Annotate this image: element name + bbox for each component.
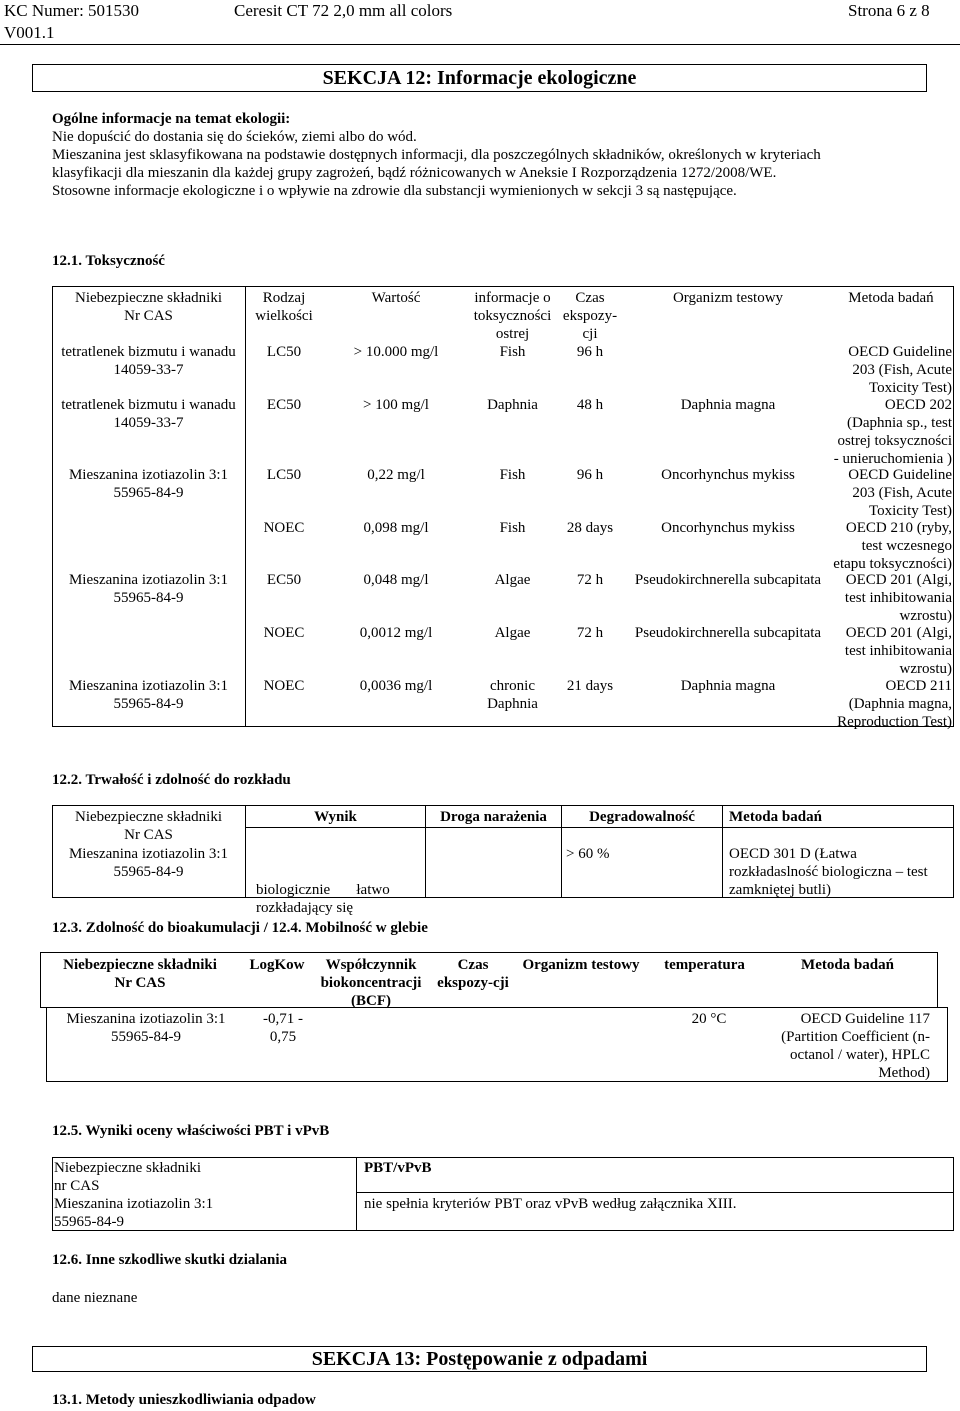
tox-header-organism: Organizm testowy [672,290,784,306]
tox-row-type: EC50 [266,397,302,413]
bio-header-method: Metoda badań [801,957,894,973]
general-line: Stosowne informacje ekologiczne i o wpływie na zdrowie dla substancji wymienionych w sekcji 3 są następujące. [52,183,737,199]
section-12-title: SEKCJA 12: Informacje ekologiczne [322,67,637,89]
waste-methods-heading: 13.1. Metody unieszkodliwiania odpadow [52,1392,316,1408]
degradability-heading: 12.2. Trwałość i zdolność do rozkładu [52,772,291,788]
tox-row-organism: Oncorhynchus mykiss [661,467,795,483]
general-line: Mieszanina jest sklasyfikowana na podstawie dostępnych informacji, dla poszczególnych składników, określonych w kryteriach [52,147,821,163]
tox-row-component: tetratlenek bizmutu i wanadu 14059-33-7 [61,344,236,378]
bio-header-component: Niebezpieczne składniki Nr CAS [63,957,217,991]
tox-row-value: > 10.000 mg/l [353,344,439,360]
tox-row-time: 21 days [566,678,614,694]
general-heading: Ogólne informacje na temat ekologii: [52,111,291,127]
bio-header-temperature: temperatura [664,957,745,973]
tox-row-info: Fish [499,520,526,536]
tox-row-value: 0,0036 mg/l [359,678,433,694]
tox-row-value: 0,22 mg/l [367,467,425,483]
deg-header-component: Niebezpieczne składniki Nr CAS [74,809,223,843]
tox-row-component: Mieszanina izotiazolin 3:1 55965-84-9 [68,467,229,501]
section-13-title-box [32,1346,927,1372]
tox-row-value: 0,0012 mg/l [359,625,433,641]
tox-row-method: OECD 210 (ryby, test wczesnego etapu toksyczności) [833,520,952,572]
general-text [52,128,942,200]
pbt-row-value: nie spełnia kryteriów PBT oraz vPvB według załącznika XIII. [364,1196,737,1212]
tox-row-method: OECD Guideline 203 (Fish, Acute Toxicity Test) [848,467,952,519]
tox-row-type: LC50 [266,467,302,483]
tox-row-component: tetratlenek bizmutu i wanadu 14059-33-7 [61,397,236,431]
general-line: Nie dopuścić do dostania się do ścieków, ziemi albo do wód. [52,129,417,145]
tox-row-type: LC50 [266,344,302,360]
bio-row-temperature: 20 °C [691,1011,727,1027]
tox-header-info: informacje o toksyczności ostrej [473,290,552,342]
deg-header-route: Droga narażenia [440,809,547,825]
tox-row-time: 96 h [576,344,604,360]
tox-row-type: NOEC [263,678,305,694]
kc-number: KC Numer: 501530 [4,1,140,20]
bio-header-time: Czas ekspozy-cji [437,957,509,991]
bio-header-logkow: LogKow [249,957,305,973]
tox-row-organism: Daphnia magna [680,397,776,413]
general-line: klasyfikacji dla mieszanin dla każdej grupy zagrożeń, bądź różnicowanych w Aneksie I Rozporządzenia 1272/2008/WE. [52,165,777,181]
tox-row-time: 72 h [576,625,604,641]
tox-header-type: Rodzaj wielkości [255,290,313,324]
tox-row-component: Mieszanina izotiazolin 3:1 55965-84-9 [68,678,229,712]
tox-row-value: 0,098 mg/l [363,520,429,536]
tox-row-type: EC50 [266,572,302,588]
tox-row-type: NOEC [263,625,305,641]
pbt-row-component: Mieszanina izotiazolin 3:1 55965-84-9 [54,1196,214,1230]
deg-row-method: OECD 301 D (Łatwa rozkładaslność biologiczna – test zamkniętej butli) [729,846,928,898]
tox-header-time: Czas ekspozy- cji [562,290,618,342]
bio-row-method: OECD Guideline 117 (Partition Coefficient (n- octanol / water), HPLC Method) [781,1011,930,1081]
tox-row-method: OECD 201 (Algi, test inhibitowania wzrostu) [844,625,952,677]
other-effects-text: dane nieznane [52,1290,138,1306]
tox-row-info: Fish [499,344,526,360]
tox-row-time: 72 h [576,572,604,588]
tox-row-info: chronic Daphnia [487,678,538,712]
bio-header-bcf: Współczynnik biokoncentracji (BCF) [320,957,422,1009]
product-name: Ceresit CT 72 2,0 mm all colors [234,1,453,20]
tox-row-info: Fish [499,467,526,483]
deg-row-result: biologicznie łatwo rozkładający się [256,882,390,916]
tox-row-organism: Pseudokirchnerella subcapitata [634,572,822,588]
tox-row-organism: Pseudokirchnerella subcapitata [634,625,822,641]
header-divider [0,44,960,45]
tox-row-value: > 100 mg/l [363,397,429,413]
tox-row-time: 48 h [576,397,604,413]
tox-row-organism: Daphnia magna [680,678,776,694]
deg-header-degradability: Degradowalność [589,809,695,825]
bio-row-component: Mieszanina izotiazolin 3:1 55965-84-9 [66,1011,226,1045]
version-label: V001.1 [4,23,55,42]
tox-row-method: OECD 201 (Algi, test inhibitowania wzrostu) [844,572,952,624]
toxicity-heading: 12.1. Toksyczność [52,253,165,269]
tox-row-component: Mieszanina izotiazolin 3:1 55965-84-9 [68,572,229,606]
bioaccumulation-heading: 12.3. Zdolność do bioakumulacji / 12.4. Mobilność w glebie [52,920,428,936]
tox-row-info: Algae [494,572,531,588]
pbt-header-component: Niebezpieczne składniki nr CAS [54,1160,202,1194]
section-13-title: SEKCJA 13: Postępowanie z odpadami [311,1348,648,1370]
deg-header-method: Metoda badań [729,809,822,825]
tox-row-info: Algae [494,625,531,641]
pbt-header-pbt: PBT/vPvB [364,1160,432,1176]
tox-row-organism: Oncorhynchus mykiss [661,520,795,536]
tox-row-time: 28 days [566,520,614,536]
deg-row-component: Mieszanina izotiazolin 3:1 55965-84-9 [68,846,229,880]
deg-row-degradability: > 60 % [566,846,610,862]
bio-header-organism: Organizm testowy [522,957,640,973]
tox-row-type: NOEC [263,520,305,536]
page-number: Strona 6 z 8 [848,1,930,20]
tox-row-time: 96 h [576,467,604,483]
pbt-heading: 12.5. Wyniki oceny właściwości PBT i vPvB [52,1123,330,1139]
other-effects-heading: 12.6. Inne szkodliwe skutki dzialania [52,1252,288,1268]
bio-row-logkow: -0,71 - 0,75 [263,1011,303,1045]
tox-row-info: Daphnia [487,397,538,413]
section-12-title-box [32,64,927,92]
tox-row-method: OECD Guideline 203 (Fish, Acute Toxicity Test) [848,344,952,396]
deg-header-result: Wynik [314,809,357,825]
tox-header-method: Metoda badań [848,290,934,306]
tox-header-component: Niebezpieczne składniki Nr CAS [74,290,223,324]
tox-row-value: 0,048 mg/l [363,572,429,588]
tox-header-value: Wartość [371,290,421,306]
tox-row-method: OECD 202 (Daphnia sp., test ostrej toksyczności - unieruchomienia ) [833,397,952,467]
tox-row-method: OECD 211 (Daphnia magna, Reproduction Test) [837,678,952,730]
